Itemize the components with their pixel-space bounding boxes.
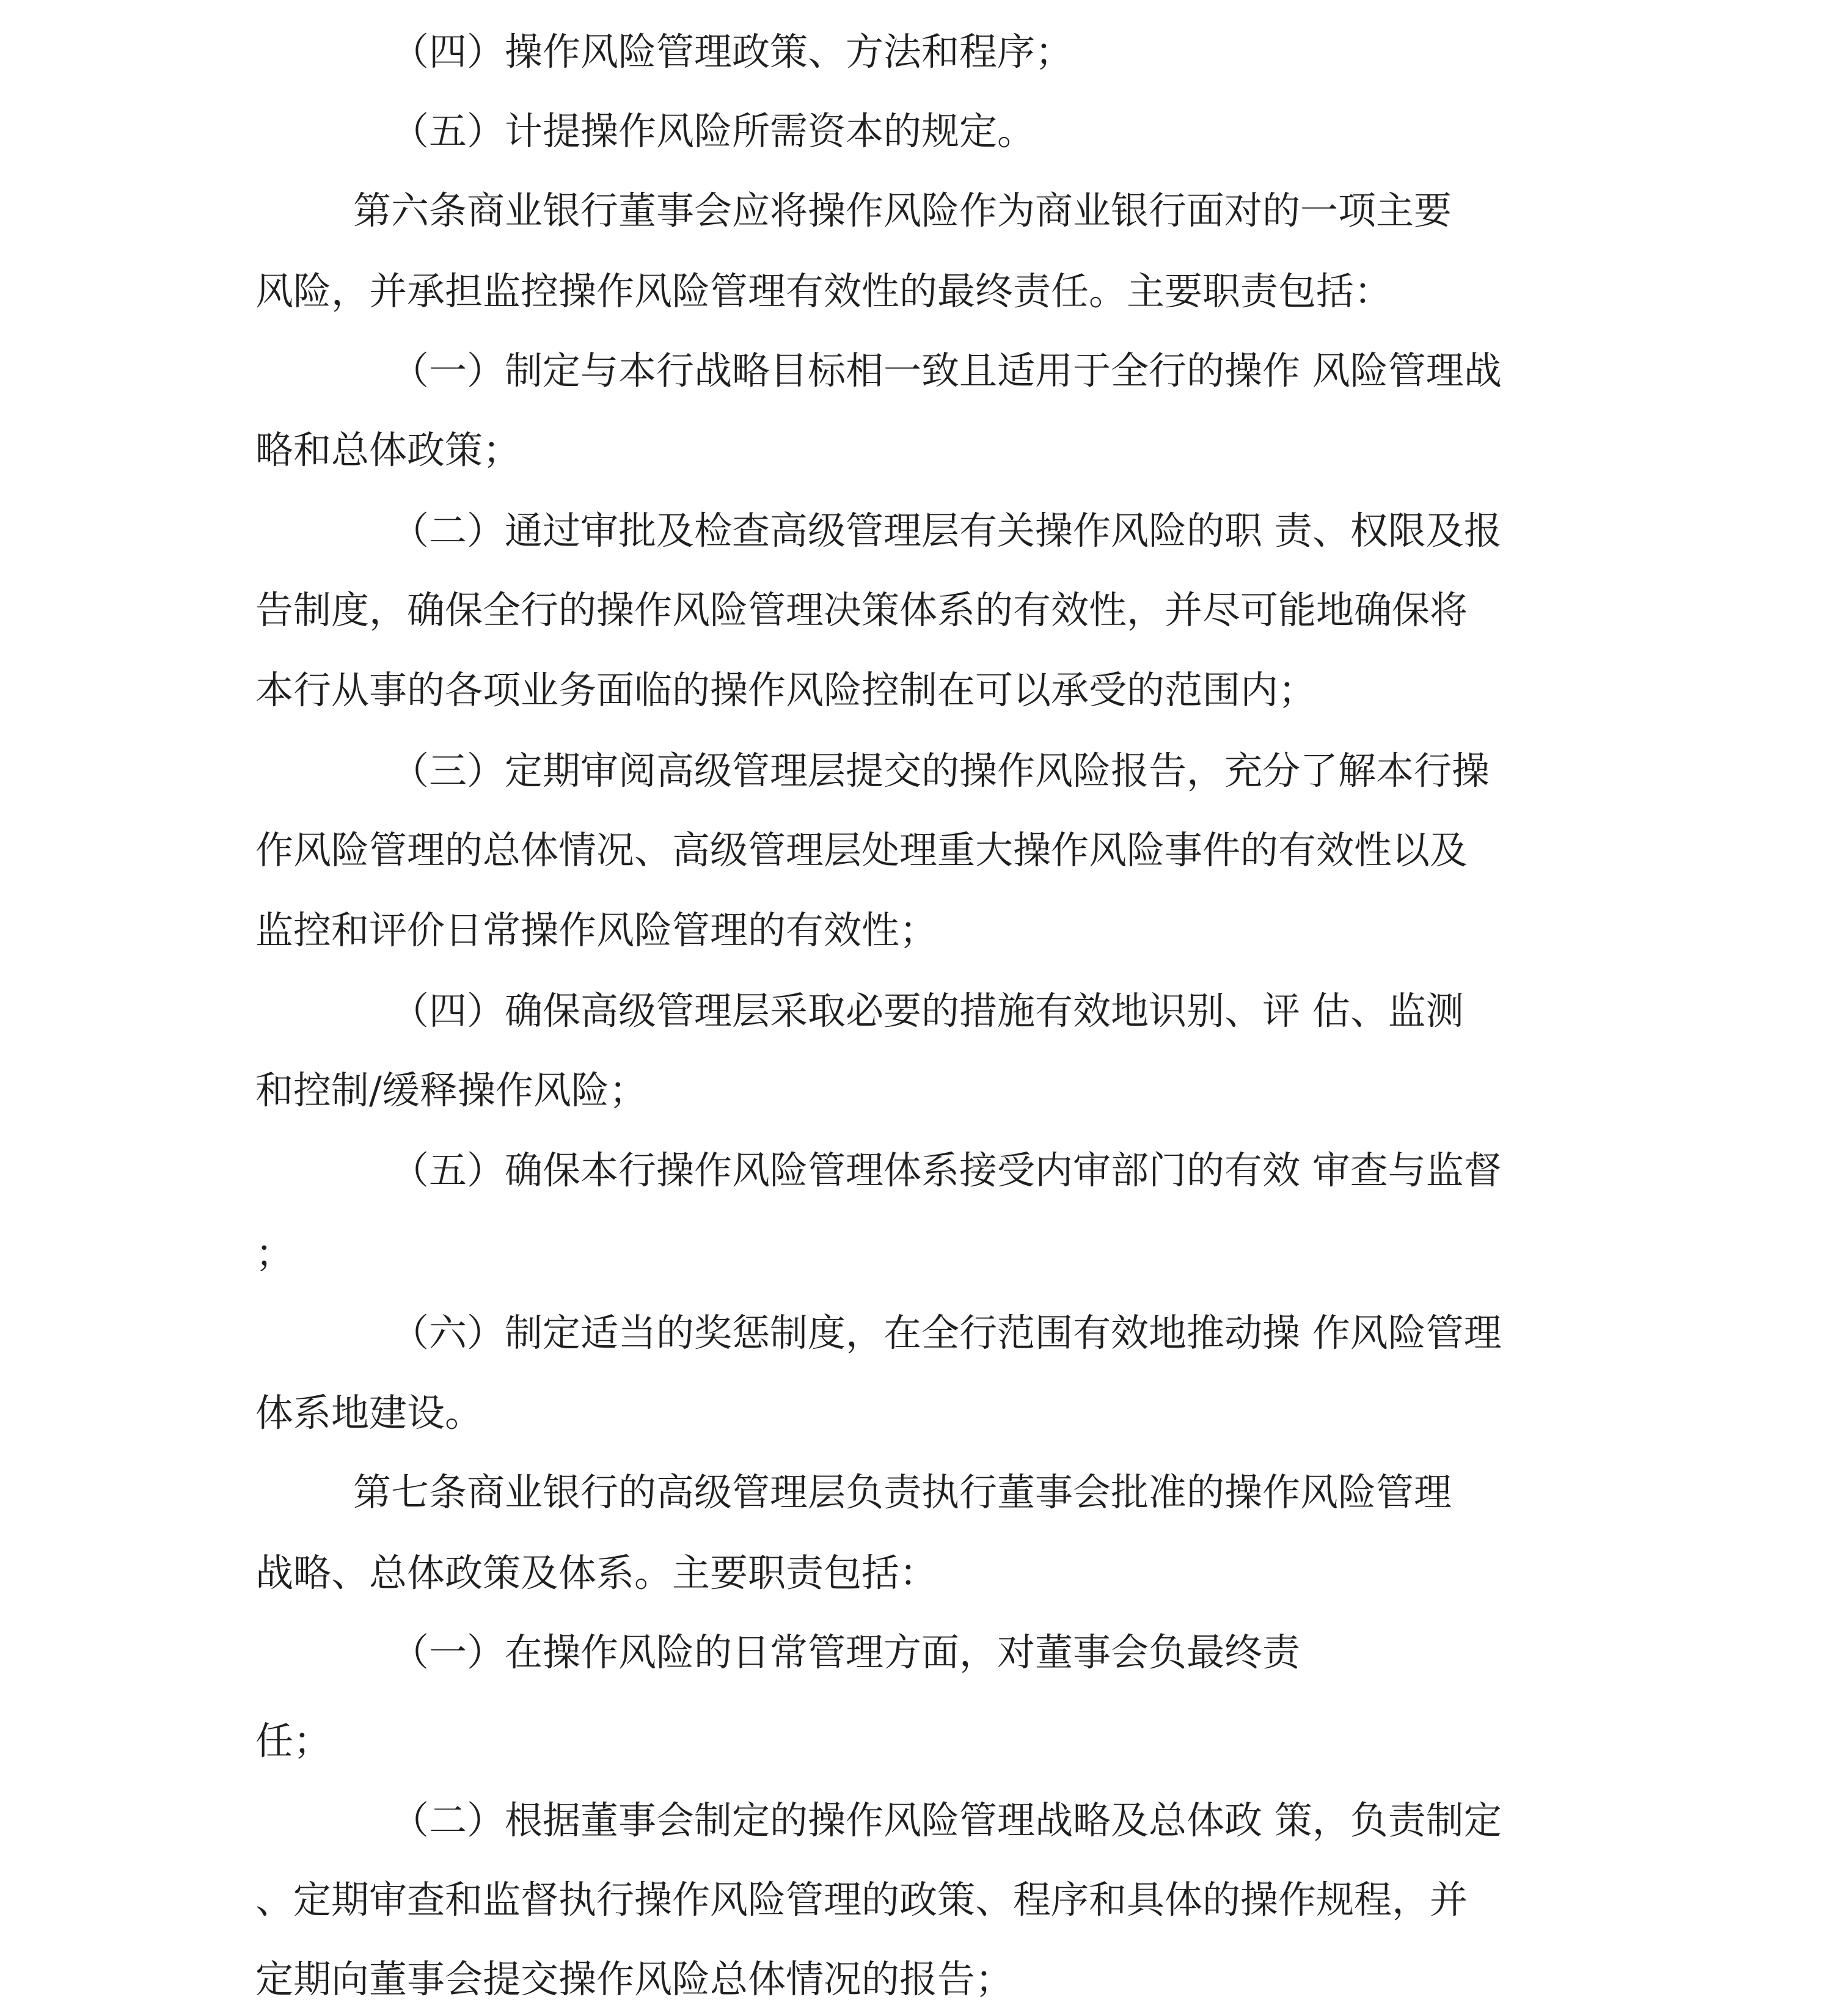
text-line: （一）制定与本行战略目标相一致且适用于全行的操作 风险管理战 (391, 348, 1502, 393)
text-line: 风险，并承担监控操作风险管理有效性的最终责任。主要职责包括： (255, 269, 1392, 313)
article-heading-line: 第七条商业银行的高级管理层负责执行董事会批准的操作风险管理 (353, 1470, 1452, 1514)
text-line: （四）确保高级管理层采取必要的措施有效地识别、评 估、监测 (391, 988, 1464, 1033)
text-line: 监控和评价日常操作风险管理的有效性； (255, 908, 938, 952)
text-line: （五）确保本行操作风险管理体系接受内审部门的有效 审查与监督 (391, 1148, 1502, 1192)
text-line: 定期向董事会提交操作风险总体情况的报告； (255, 1957, 1014, 2001)
text-line: 作风险管理的总体情况、高级管理层处理重大操作风险事件的有效性以及 (255, 828, 1468, 872)
text-line: 战略、总体政策及体系。主要职责包括： (255, 1550, 938, 1595)
article-heading-line: 第六条商业银行董事会应将操作风险作为商业银行面对的一项主要 (353, 188, 1452, 233)
text-line: （三）定期审阅高级管理层提交的操作风险报告，充分了解本行操 (391, 748, 1490, 793)
text-line: 体系地建设。 (255, 1390, 483, 1435)
text-line: （五）计提操作风险所需资本的规定。 (391, 109, 1036, 153)
text-line: （六）制定适当的奖惩制度，在全行范围有效地推动操 作风险管理 (391, 1310, 1502, 1355)
text-line: 略和总体政策； (255, 428, 521, 472)
text-line: 本行从事的各项业务面临的操作风险控制在可以承受的范围内； (255, 668, 1317, 712)
text-line: 任； (255, 1718, 332, 1763)
text-line: 告制度，确保全行的操作风险管理决策体系的有效性，并尽可能地确保将 (255, 588, 1468, 632)
text-line: ； (255, 1231, 294, 1276)
text-line: （一）在操作风险的日常管理方面，对董事会负最终责 (391, 1630, 1301, 1675)
text-line: （四）操作风险管理政策、方法和程序； (391, 29, 1073, 74)
text-line: （二）根据董事会制定的操作风险管理战略及总体政 策，负责制定 (391, 1798, 1502, 1843)
text-line: 和控制/缓释操作风险； (255, 1068, 647, 1112)
text-line: （二）通过审批及检查高级管理层有关操作风险的职 责、权限及报 (391, 508, 1502, 553)
text-line: 、定期审查和监督执行操作风险管理的政策、程序和具体的操作规程，并 (255, 1877, 1468, 1922)
